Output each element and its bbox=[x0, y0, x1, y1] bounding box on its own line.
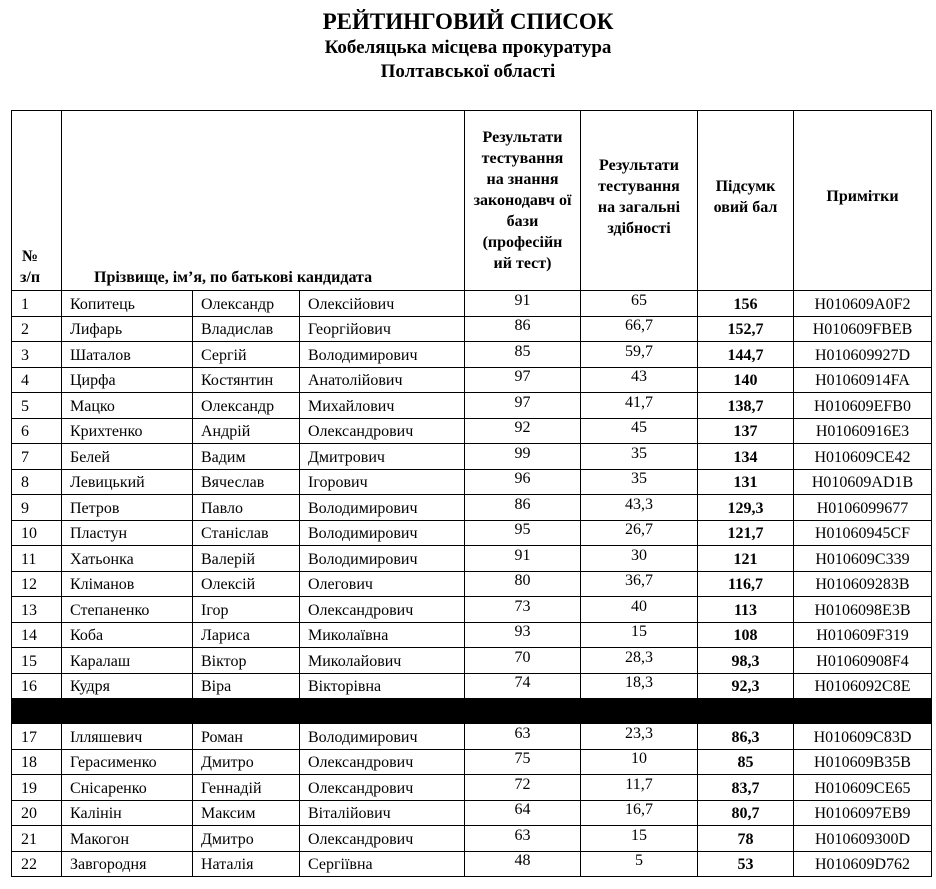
patronymic: Дмитрович bbox=[300, 444, 465, 470]
general-test-score: 15 bbox=[581, 622, 698, 648]
first-name: Віктор bbox=[193, 648, 300, 674]
first-name: Олексій bbox=[193, 571, 300, 597]
last-name: Пластун bbox=[62, 520, 193, 546]
general-test-score: 28,3 bbox=[581, 648, 698, 674]
law-test-score: 93 bbox=[465, 622, 581, 648]
col-header-general-test: Результати тестування на загальні здібності bbox=[581, 111, 698, 291]
patronymic: Олександрович bbox=[300, 749, 465, 775]
total-score: 140 bbox=[698, 367, 794, 393]
first-name: Вадим bbox=[193, 444, 300, 470]
general-test-score: 10 bbox=[581, 749, 698, 775]
col-header-number: № з/п bbox=[12, 111, 62, 291]
table-row bbox=[12, 749, 932, 775]
row-number: 9 bbox=[12, 495, 62, 521]
law-test-score: 72 bbox=[465, 775, 581, 801]
last-name: Каралаш bbox=[62, 648, 193, 674]
row-number: 5 bbox=[12, 393, 62, 419]
candidate-code: Н010609B35B bbox=[794, 749, 932, 775]
law-test-score: 63 bbox=[465, 724, 581, 750]
first-name: Сергій bbox=[193, 342, 300, 368]
total-score: 83,7 bbox=[698, 775, 794, 801]
patronymic: Володимирович bbox=[300, 520, 465, 546]
row-number: 2 bbox=[12, 316, 62, 342]
general-test-score: 23,3 bbox=[581, 724, 698, 750]
candidate-code: Н0106099677 bbox=[794, 495, 932, 521]
law-test-score: 86 bbox=[465, 495, 581, 521]
general-test-score: 65 bbox=[581, 291, 698, 317]
general-test-score: 59,7 bbox=[581, 342, 698, 368]
row-number: 14 bbox=[12, 622, 62, 648]
patronymic: Володимирович bbox=[300, 342, 465, 368]
candidate-code: Н010609CE65 bbox=[794, 775, 932, 801]
total-score: 116,7 bbox=[698, 571, 794, 597]
candidate-code: Н010609AD1B bbox=[794, 469, 932, 495]
row-number: 15 bbox=[12, 648, 62, 674]
general-test-score: 36,7 bbox=[581, 571, 698, 597]
table-row bbox=[12, 418, 932, 444]
total-score: 86,3 bbox=[698, 724, 794, 750]
last-name: Шаталов bbox=[62, 342, 193, 368]
row-number: 21 bbox=[12, 826, 62, 852]
patronymic: Олександрович bbox=[300, 826, 465, 852]
first-name: Дмитро bbox=[193, 749, 300, 775]
patronymic: Сергіївна bbox=[300, 851, 465, 877]
candidate-code: Н010609EFB0 bbox=[794, 393, 932, 419]
row-number: 10 bbox=[12, 520, 62, 546]
patronymic: Анатолійович bbox=[300, 367, 465, 393]
first-name: Костянтин bbox=[193, 367, 300, 393]
patronymic: Олександрович bbox=[300, 775, 465, 801]
col-header-notes: Примітки bbox=[794, 111, 932, 291]
first-name: Валерій bbox=[193, 546, 300, 572]
table-row bbox=[12, 316, 932, 342]
law-test-score: 95 bbox=[465, 520, 581, 546]
patronymic: Олексійович bbox=[300, 291, 465, 317]
table-row bbox=[12, 393, 932, 419]
col-header-name: Прізвище, ім’я, по батькові кандидата bbox=[62, 111, 465, 291]
row-number: 11 bbox=[12, 546, 62, 572]
general-test-score: 16,7 bbox=[581, 800, 698, 826]
total-score: 138,7 bbox=[698, 393, 794, 419]
total-score: 152,7 bbox=[698, 316, 794, 342]
patronymic: Олександрович bbox=[300, 418, 465, 444]
redaction-cell bbox=[193, 699, 300, 724]
row-number: 8 bbox=[12, 469, 62, 495]
last-name: Цирфа bbox=[62, 367, 193, 393]
first-name: Вячеслав bbox=[193, 469, 300, 495]
row-number: 1 bbox=[12, 291, 62, 317]
table-row bbox=[12, 495, 932, 521]
row-number: 6 bbox=[12, 418, 62, 444]
last-name: Кудря bbox=[62, 673, 193, 699]
candidate-code: Н010609927D bbox=[794, 342, 932, 368]
general-test-score: 41,7 bbox=[581, 393, 698, 419]
law-test-score: 48 bbox=[465, 851, 581, 877]
redaction-cell bbox=[794, 699, 932, 724]
general-test-score: 26,7 bbox=[581, 520, 698, 546]
table-row bbox=[12, 444, 932, 470]
total-score: 144,7 bbox=[698, 342, 794, 368]
last-name: Петров bbox=[62, 495, 193, 521]
patronymic: Ігорович bbox=[300, 469, 465, 495]
total-score: 53 bbox=[698, 851, 794, 877]
row-number: 19 bbox=[12, 775, 62, 801]
last-name: Завгородня bbox=[62, 851, 193, 877]
candidate-code: Н0106098E3B bbox=[794, 597, 932, 623]
law-test-score: 91 bbox=[465, 291, 581, 317]
candidate-code: Н010609FBEB bbox=[794, 316, 932, 342]
candidate-code: Н010609CE42 bbox=[794, 444, 932, 470]
table-row bbox=[12, 520, 932, 546]
general-test-score: 30 bbox=[581, 546, 698, 572]
first-name: Дмитро bbox=[193, 826, 300, 852]
first-name: Павло bbox=[193, 495, 300, 521]
law-test-score: 63 bbox=[465, 826, 581, 852]
law-test-score: 64 bbox=[465, 800, 581, 826]
patronymic: Миколайович bbox=[300, 648, 465, 674]
candidate-code: Н01060916E3 bbox=[794, 418, 932, 444]
row-number: 16 bbox=[12, 673, 62, 699]
last-name: Крихтенко bbox=[62, 418, 193, 444]
row-number: 13 bbox=[12, 597, 62, 623]
redaction-cell bbox=[465, 699, 581, 724]
redaction-cell bbox=[12, 699, 62, 724]
redaction-bar bbox=[12, 699, 932, 724]
last-name: Лифарь bbox=[62, 316, 193, 342]
row-number: 4 bbox=[12, 367, 62, 393]
patronymic: Михайлович bbox=[300, 393, 465, 419]
candidate-code: Н01060945CF bbox=[794, 520, 932, 546]
candidate-code: Н010609283B bbox=[794, 571, 932, 597]
redaction-cell bbox=[62, 699, 193, 724]
general-test-score: 5 bbox=[581, 851, 698, 877]
first-name: Андрій bbox=[193, 418, 300, 444]
table-row bbox=[12, 724, 932, 750]
table-row bbox=[12, 291, 932, 317]
first-name: Наталія bbox=[193, 851, 300, 877]
general-test-score: 45 bbox=[581, 418, 698, 444]
candidate-code: Н010609D762 bbox=[794, 851, 932, 877]
first-name: Лариса bbox=[193, 622, 300, 648]
table-row bbox=[12, 342, 932, 368]
row-number: 20 bbox=[12, 800, 62, 826]
law-test-score: 70 bbox=[465, 648, 581, 674]
first-name: Олександр bbox=[193, 291, 300, 317]
total-score: 85 bbox=[698, 749, 794, 775]
total-score: 113 bbox=[698, 597, 794, 623]
last-name: Коба bbox=[62, 622, 193, 648]
row-number: 17 bbox=[12, 724, 62, 750]
header-row bbox=[12, 111, 932, 291]
total-score: 108 bbox=[698, 622, 794, 648]
patronymic: Олександрович bbox=[300, 597, 465, 623]
table-row bbox=[12, 597, 932, 623]
last-name: Снісаренко bbox=[62, 775, 193, 801]
patronymic: Віталійович bbox=[300, 800, 465, 826]
total-score: 137 bbox=[698, 418, 794, 444]
row-number: 18 bbox=[12, 749, 62, 775]
general-test-score: 35 bbox=[581, 469, 698, 495]
document-header bbox=[0, 8, 936, 84]
rating-table-body bbox=[12, 291, 932, 877]
total-score: 134 bbox=[698, 444, 794, 470]
law-test-score: 97 bbox=[465, 393, 581, 419]
document-region: Полтавської області bbox=[380, 61, 556, 82]
table-row bbox=[12, 800, 932, 826]
patronymic: Володимирович bbox=[300, 546, 465, 572]
general-test-score: 15 bbox=[581, 826, 698, 852]
law-test-score: 73 bbox=[465, 597, 581, 623]
redaction-cell bbox=[300, 699, 465, 724]
first-name: Владислав bbox=[193, 316, 300, 342]
total-score: 156 bbox=[698, 291, 794, 317]
col-header-total: Підсумк овий бал bbox=[698, 111, 794, 291]
redaction-cell bbox=[581, 699, 698, 724]
last-name: Белей bbox=[62, 444, 193, 470]
last-name: Копитець bbox=[62, 291, 193, 317]
general-test-score: 11,7 bbox=[581, 775, 698, 801]
row-number: 12 bbox=[12, 571, 62, 597]
table-row bbox=[12, 571, 932, 597]
law-test-score: 85 bbox=[465, 342, 581, 368]
candidate-code: Н010609А0F2 bbox=[794, 291, 932, 317]
patronymic: Володимирович bbox=[300, 724, 465, 750]
first-name: Віра bbox=[193, 673, 300, 699]
last-name: Макогон bbox=[62, 826, 193, 852]
candidate-code: Н01060908F4 bbox=[794, 648, 932, 674]
law-test-score: 86 bbox=[465, 316, 581, 342]
candidate-code: Н0106097EB9 bbox=[794, 800, 932, 826]
total-score: 98,3 bbox=[698, 648, 794, 674]
last-name: Мацко bbox=[62, 393, 193, 419]
col-header-law-test: Результати тестування на знання законодавч ої бази (професійн ий тест) bbox=[465, 111, 581, 291]
last-name: Ілляшевич bbox=[62, 724, 193, 750]
first-name: Геннадій bbox=[193, 775, 300, 801]
rating-table bbox=[11, 110, 932, 877]
table-row bbox=[12, 673, 932, 699]
general-test-score: 43,3 bbox=[581, 495, 698, 521]
patronymic: Володимирович bbox=[300, 495, 465, 521]
redaction-cell bbox=[698, 699, 794, 724]
total-score: 129,3 bbox=[698, 495, 794, 521]
first-name: Ігор bbox=[193, 597, 300, 623]
candidate-code: Н010609F319 bbox=[794, 622, 932, 648]
row-number: 7 bbox=[12, 444, 62, 470]
table-row bbox=[12, 622, 932, 648]
general-test-score: 43 bbox=[581, 367, 698, 393]
patronymic: Олегович bbox=[300, 571, 465, 597]
law-test-score: 96 bbox=[465, 469, 581, 495]
total-score: 131 bbox=[698, 469, 794, 495]
table-row bbox=[12, 648, 932, 674]
law-test-score: 92 bbox=[465, 418, 581, 444]
general-test-score: 35 bbox=[581, 444, 698, 470]
candidate-code: Н0106092C8E bbox=[794, 673, 932, 699]
last-name: Левицький bbox=[62, 469, 193, 495]
table-row bbox=[12, 851, 932, 877]
law-test-score: 91 bbox=[465, 546, 581, 572]
total-score: 121 bbox=[698, 546, 794, 572]
last-name: Калінін bbox=[62, 800, 193, 826]
last-name: Степаненко bbox=[62, 597, 193, 623]
table-row bbox=[12, 775, 932, 801]
law-test-score: 99 bbox=[465, 444, 581, 470]
last-name: Герасименко bbox=[62, 749, 193, 775]
first-name: Станіслав bbox=[193, 520, 300, 546]
table-row bbox=[12, 826, 932, 852]
table-row bbox=[12, 546, 932, 572]
table-row bbox=[12, 469, 932, 495]
row-number: 3 bbox=[12, 342, 62, 368]
candidate-code: Н010609300D bbox=[794, 826, 932, 852]
law-test-score: 80 bbox=[465, 571, 581, 597]
candidate-code: Н010609C339 bbox=[794, 546, 932, 572]
law-test-score: 74 bbox=[465, 673, 581, 699]
last-name: Кліманов bbox=[62, 571, 193, 597]
total-score: 80,7 bbox=[698, 800, 794, 826]
total-score: 78 bbox=[698, 826, 794, 852]
general-test-score: 66,7 bbox=[581, 316, 698, 342]
first-name: Роман bbox=[193, 724, 300, 750]
total-score: 92,3 bbox=[698, 673, 794, 699]
document-subtitle: Кобеляцька місцева прокуратура bbox=[324, 37, 612, 58]
document-title: РЕЙТИНГОВИЙ СПИСОК bbox=[322, 9, 614, 34]
last-name: Хатьонка bbox=[62, 546, 193, 572]
total-score: 121,7 bbox=[698, 520, 794, 546]
row-number: 22 bbox=[12, 851, 62, 877]
law-test-score: 75 bbox=[465, 749, 581, 775]
general-test-score: 18,3 bbox=[581, 673, 698, 699]
patronymic: Вікторівна bbox=[300, 673, 465, 699]
table-row bbox=[12, 367, 932, 393]
candidate-code: Н010609C83D bbox=[794, 724, 932, 750]
candidate-code: Н01060914FA bbox=[794, 367, 932, 393]
patronymic: Георгійович bbox=[300, 316, 465, 342]
patronymic: Миколаївна bbox=[300, 622, 465, 648]
first-name: Олександр bbox=[193, 393, 300, 419]
law-test-score: 97 bbox=[465, 367, 581, 393]
first-name: Максим bbox=[193, 800, 300, 826]
general-test-score: 40 bbox=[581, 597, 698, 623]
